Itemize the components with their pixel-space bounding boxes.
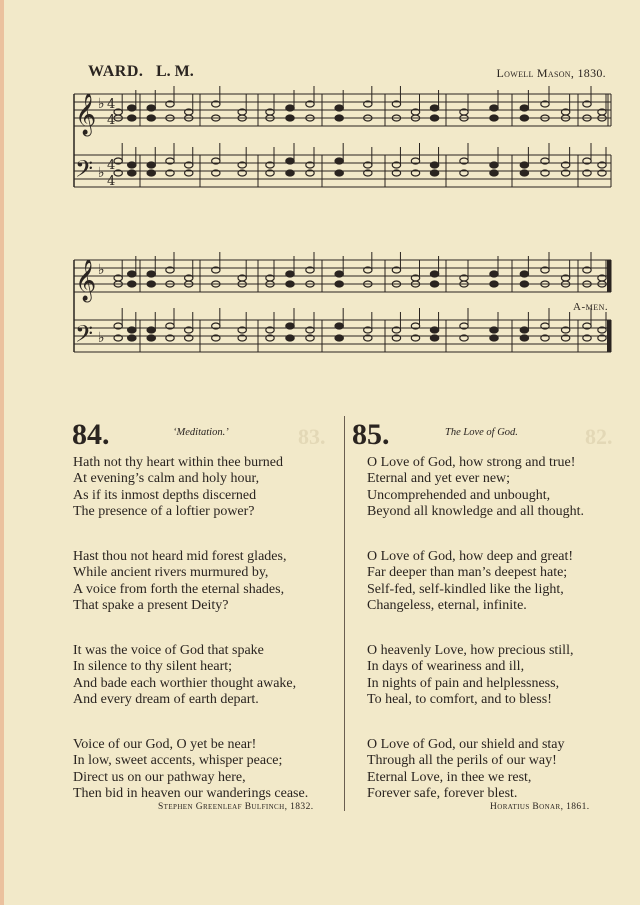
flat-sign-icon: ♭: [98, 165, 105, 181]
note-head: [490, 271, 498, 277]
verse-line: Self-fed, self-kindled like the light,: [367, 581, 564, 597]
note-head: [147, 335, 155, 341]
note-head: [520, 105, 528, 111]
hymn-85-number: 85.: [352, 418, 390, 451]
note-head: [490, 170, 498, 176]
verse-line: O heavenly Love, how precious still,: [367, 643, 574, 658]
hymn-84-title: ‘Meditation.’: [173, 427, 229, 438]
note-head: [520, 335, 528, 341]
column-divider: [344, 416, 345, 811]
bass-clef-icon: 𝄢: [75, 155, 94, 188]
note-head: [335, 170, 343, 176]
note-head: [520, 162, 528, 168]
bass-clef-icon: 𝄢: [75, 320, 94, 353]
note-head: [520, 327, 528, 333]
verse-line: Uncomprehended and unbought,: [367, 487, 551, 503]
note-head: [128, 281, 136, 287]
note-head: [286, 323, 294, 329]
flat-sign-icon: ♭: [98, 96, 105, 112]
note-head: [128, 162, 136, 168]
verse-line: To heal, to comfort, and to bless!: [367, 691, 552, 707]
bleed-through-number: 83.: [298, 424, 326, 449]
hymn-85-title: The Love of God.: [445, 427, 518, 438]
verse-line: In days of weariness and ill,: [367, 659, 525, 675]
note-head: [430, 170, 438, 176]
verse-line: Voice of our God, O yet be near!: [73, 737, 257, 752]
note-head: [430, 335, 438, 341]
note-head: [286, 158, 294, 164]
note-head: [520, 170, 528, 176]
verse-line: A voice from forth the eternal shades,: [73, 581, 285, 597]
time-signature: 4: [107, 158, 116, 173]
verse-line: Direct us on our pathway here,: [73, 769, 246, 785]
note-head: [430, 105, 438, 111]
hymn-84-stanza-3: [73, 643, 296, 708]
verse-line: The presence of a loftier power?: [73, 503, 255, 519]
note-head: [490, 281, 498, 287]
verse-line: Eternal Love, in thee we rest,: [367, 769, 532, 785]
note-head: [430, 281, 438, 287]
hymn-85-author: Horatius Bonar, 1861.: [490, 802, 590, 812]
hymn-84-stanza-2: [73, 549, 286, 614]
verse-line: Beyond all knowledge and all thought.: [367, 503, 584, 519]
verse-line: Far deeper than man’s deepest hate;: [367, 565, 568, 581]
note-head: [286, 281, 294, 287]
note-head: [128, 105, 136, 111]
note-head: [490, 162, 498, 168]
time-signature: 4: [107, 174, 116, 189]
note-head: [520, 281, 528, 287]
note-head: [335, 271, 343, 277]
note-head: [430, 162, 438, 168]
note-head: [286, 335, 294, 341]
verse-line: Changeless, eternal, infinite.: [367, 597, 527, 613]
tune-name: WARD.: [88, 63, 144, 80]
verse-line: While ancient rivers murmured by,: [73, 565, 269, 581]
verse-line: As if its inmost depths discerned: [73, 487, 257, 503]
note-head: [490, 327, 498, 333]
hymn-85-stanza-4: [367, 737, 565, 802]
note-head: [128, 327, 136, 333]
note-head: [490, 115, 498, 121]
music-score: [0, 0, 640, 370]
note-head: [128, 335, 136, 341]
note-head: [128, 115, 136, 121]
note-head: [520, 271, 528, 277]
final-bar-line: [607, 320, 611, 352]
note-head: [128, 170, 136, 176]
note-head: [520, 115, 528, 121]
verse-line: And bade each worthier thought awake,: [73, 675, 297, 691]
note-head: [147, 281, 155, 287]
note-head: [490, 105, 498, 111]
verse-line: Eternal and yet ever new;: [367, 471, 511, 487]
hymn-84-author: Stephen Greenleaf Bulfinch, 1832.: [158, 802, 314, 812]
flat-sign-icon: ♭: [98, 262, 105, 278]
verse-line: And every dream of earth depart.: [73, 691, 259, 707]
hymn-84-stanza-1: [73, 455, 283, 520]
note-head: [335, 335, 343, 341]
verse-line: O Love of God, our shield and stay: [367, 737, 565, 752]
note-head: [147, 105, 155, 111]
note-head: [335, 105, 343, 111]
note-head: [286, 115, 294, 121]
verse-line: O Love of God, how strong and true!: [367, 455, 576, 470]
verse-line: In nights of pain and helplessness,: [367, 675, 560, 691]
composer-credit: Lowell Mason, 1830.: [496, 66, 606, 80]
time-signature: 4: [107, 113, 116, 128]
amen-label: A-men.: [573, 301, 609, 313]
verse-line: That spake a present Deity?: [73, 597, 229, 613]
final-bar-line: [607, 260, 611, 292]
verse-line: It was the voice of God that spake: [73, 643, 264, 658]
note-head: [335, 323, 343, 329]
verse-line: In silence to thy silent heart;: [73, 659, 233, 675]
verse-line: Hast thou not heard mid forest glades,: [73, 549, 287, 564]
treble-clef-icon: 𝄞: [75, 94, 97, 135]
verse-line: Then bid in heaven our wanderings cease.: [73, 785, 309, 801]
verse-line: O Love of God, how deep and great!: [367, 549, 574, 564]
note-head: [147, 271, 155, 277]
verse-line: Hath not thy heart within thee burned: [73, 455, 283, 470]
note-head: [286, 105, 294, 111]
verse-line: Through all the perils of our way!: [367, 753, 557, 769]
bleed-through-number: 82.: [585, 424, 613, 449]
time-signature: 4: [107, 97, 116, 112]
note-head: [430, 271, 438, 277]
hymn-85-stanza-2: [367, 549, 573, 614]
note-head: [147, 115, 155, 121]
note-head: [286, 170, 294, 176]
note-head: [335, 115, 343, 121]
verse-line: Forever safe, forever blest.: [367, 785, 518, 801]
note-head: [430, 327, 438, 333]
tune-meter: L. M.: [156, 63, 194, 80]
note-head: [335, 281, 343, 287]
note-head: [128, 271, 136, 277]
note-head: [430, 115, 438, 121]
note-head: [286, 271, 294, 277]
note-head: [335, 158, 343, 164]
flat-sign-icon: ♭: [98, 330, 105, 346]
hymn-84-stanza-4: [73, 737, 308, 802]
hymn-84-number: 84.: [72, 418, 110, 451]
verse-line: At evening’s calm and holy hour,: [73, 471, 260, 487]
treble-clef-icon: 𝄞: [75, 260, 97, 301]
verse-line: In low, sweet accents, whisper peace;: [73, 753, 283, 769]
note-head: [147, 162, 155, 168]
note-head: [490, 335, 498, 341]
hymn-85-stanza-1: [367, 455, 584, 520]
note-head: [147, 327, 155, 333]
hymn-85-stanza-3: [367, 643, 573, 708]
note-head: [147, 170, 155, 176]
